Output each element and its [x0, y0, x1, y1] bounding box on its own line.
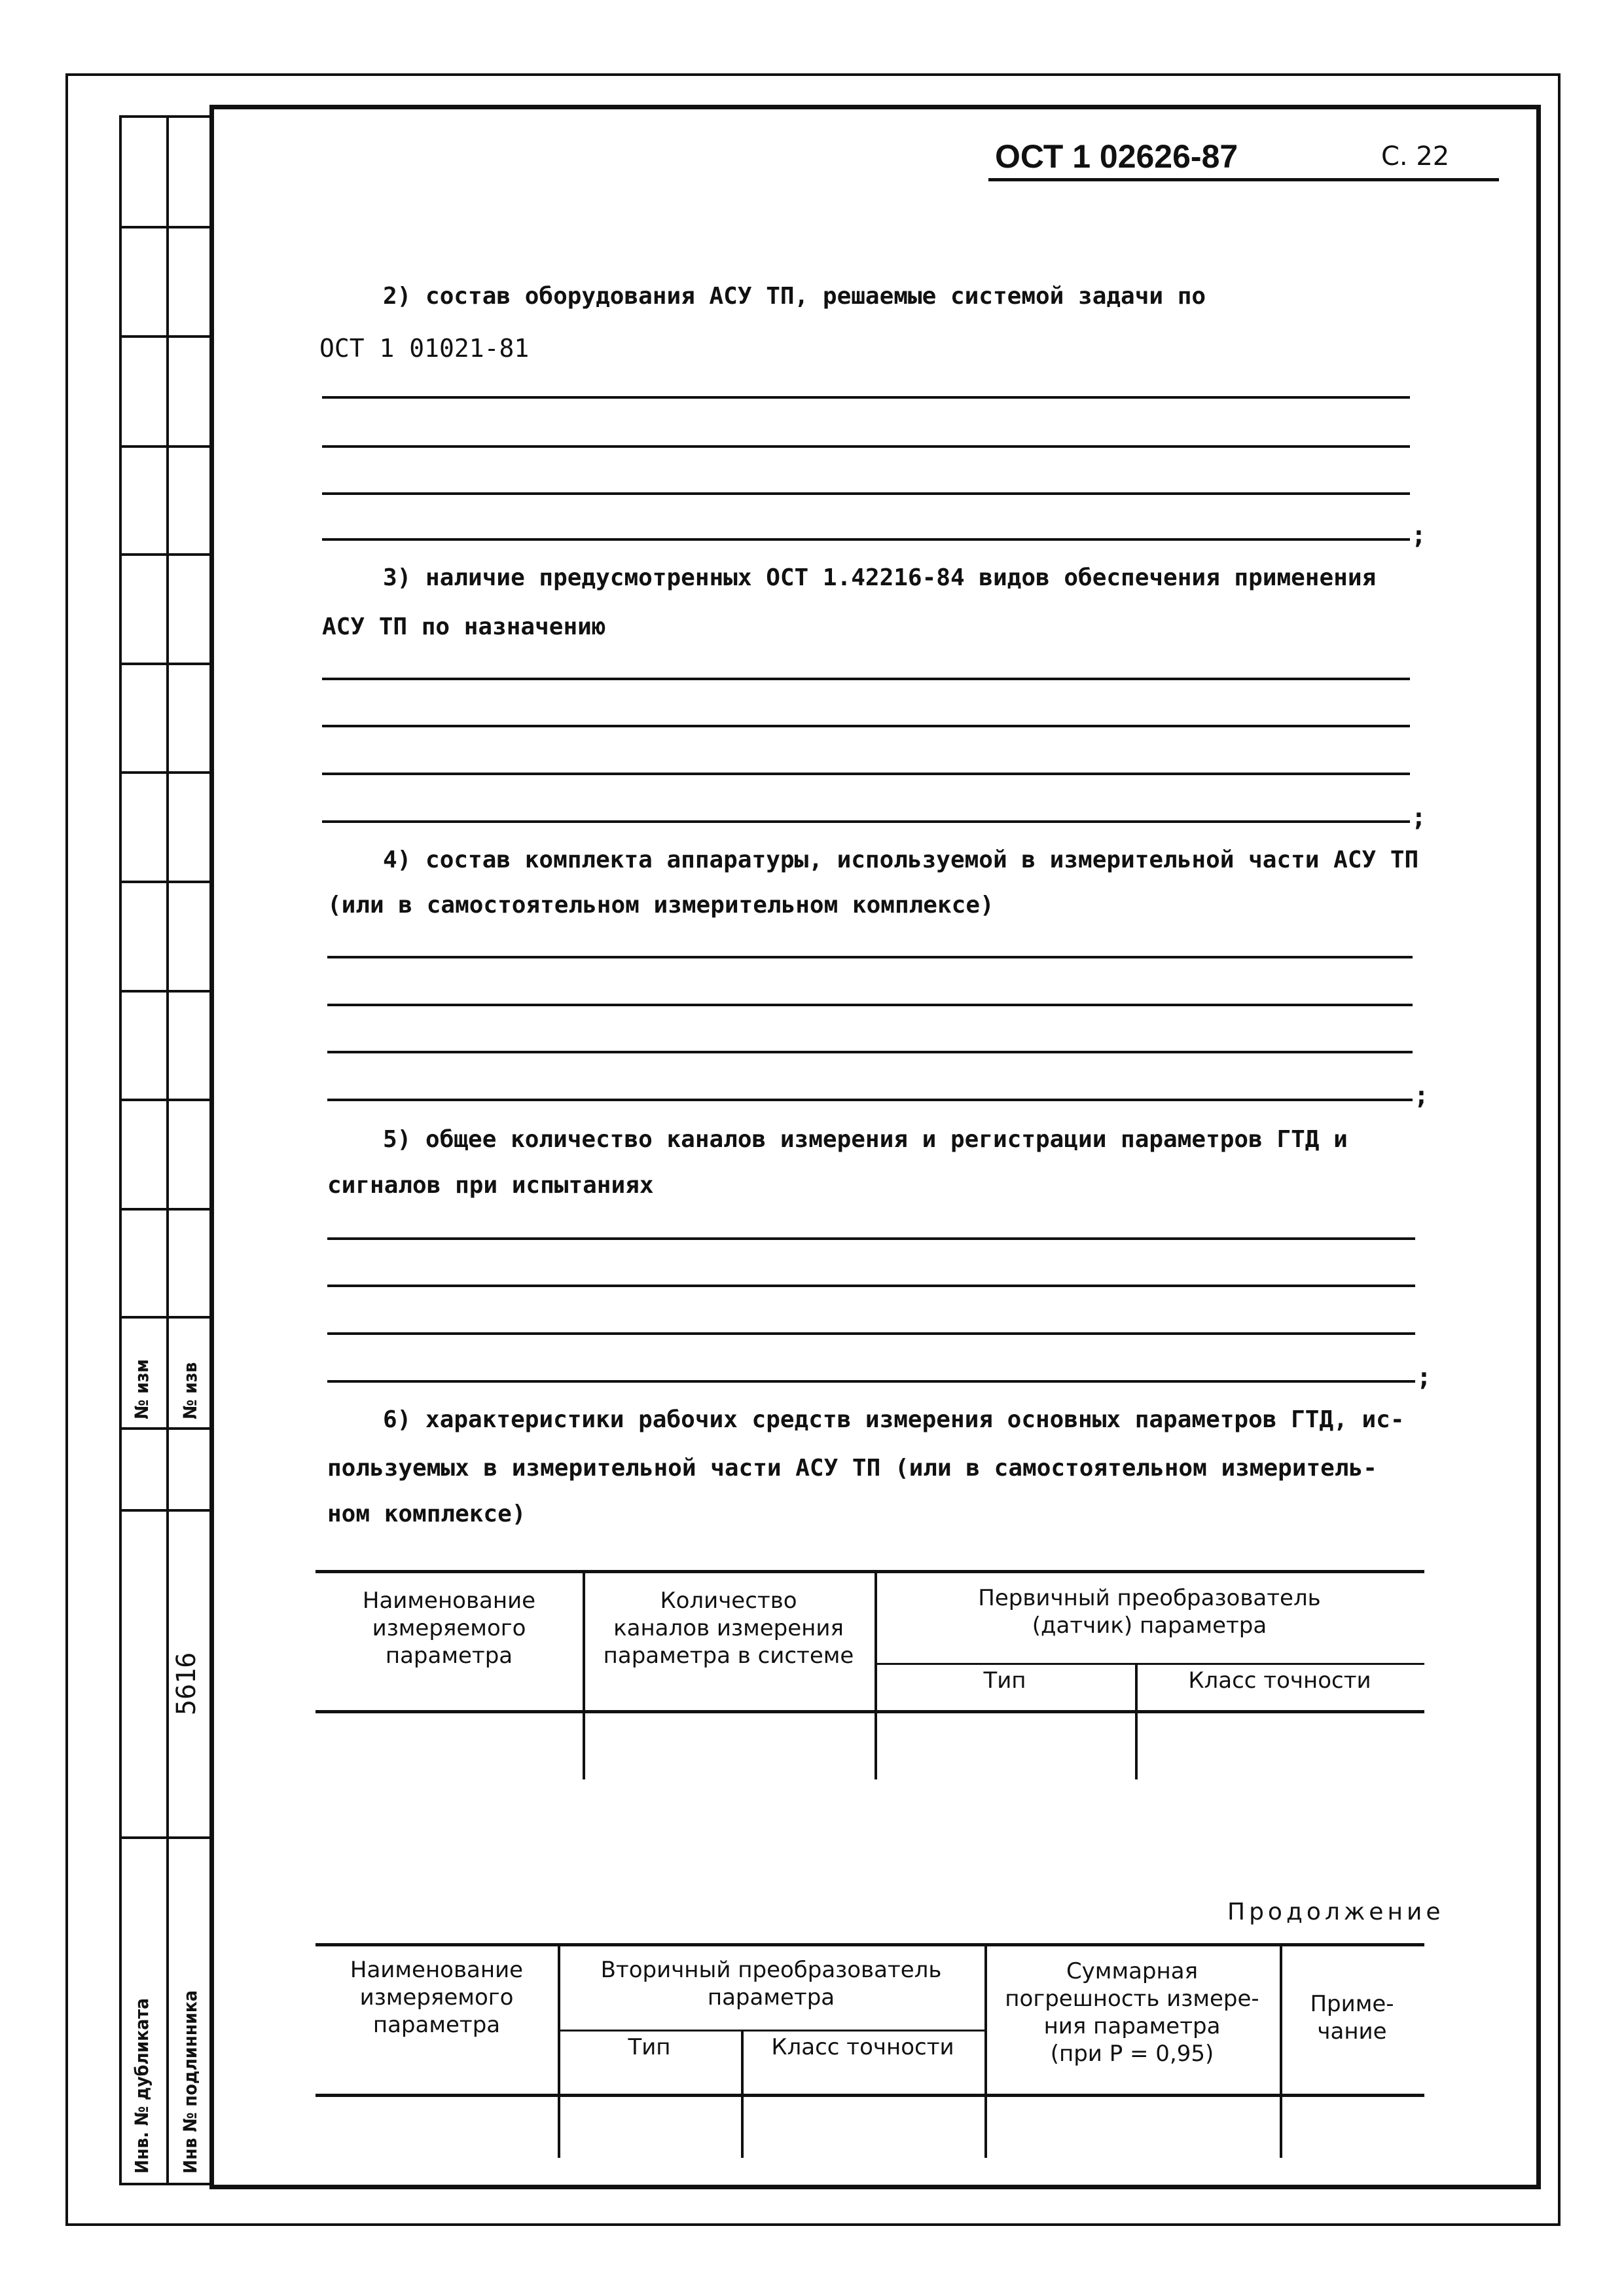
table-rule [316, 1943, 1424, 1946]
t1-header-primary-converter: Первичный преобразователь (датчик) параметра [978, 1585, 1321, 1639]
section-6-line-2: пользуемых в измерительной части АСУ ТП (или в самостоятельном измеритель- [327, 1455, 1377, 1482]
section-5-line-2: сигналов при испытаниях [327, 1172, 654, 1199]
fill-line [327, 956, 1413, 958]
t1-header-type: Тип [983, 1667, 1026, 1694]
strip-rule [119, 226, 211, 228]
document-code: ОСТ 1 02626-87 [995, 138, 1238, 175]
t1-header-channels: Количество каналов измерения параметра в системе [603, 1588, 854, 1669]
header-rule [988, 178, 1499, 181]
t2-header-total-error: Суммарная погрешность измере- ния параметра (при P = 0,95) [1005, 1958, 1259, 2067]
strip-rule [119, 2183, 211, 2185]
t2-header-param: Наименование измеряемого параметра [350, 1957, 524, 2038]
continuation-label: Продолжение [1227, 1899, 1445, 1925]
fill-line [327, 1380, 1415, 1383]
strip-rule [119, 445, 211, 448]
fill-line [327, 1051, 1413, 1053]
section-4-line-2: (или в самостоятельном измерительном комплексе) [327, 892, 994, 919]
section-6-line-3: ном комплексе) [327, 1501, 526, 1527]
section-6-line-1: 6) характеристики рабочих средств измерения основных параметров ГТД, ис- [383, 1406, 1405, 1433]
semicolon: ; [1414, 1081, 1429, 1110]
section-2-line-2: ОСТ 1 01021-81 [319, 334, 530, 363]
strip-border-left [119, 115, 122, 2184]
t2-header-note: Приме- чание [1310, 1991, 1394, 2045]
strip-rule [119, 990, 211, 993]
table-rule [875, 1663, 1424, 1665]
table-rule [316, 2094, 1424, 2097]
section-3-line-2: АСУ ТП по назначению [322, 613, 606, 640]
fill-line [322, 820, 1410, 823]
section-4-line-1: 4) состав комплекта аппаратуры, используемой в измерительной части АСУ ТП [383, 847, 1419, 873]
fill-line [322, 396, 1410, 399]
section-2-line-1: 2) состав оборудования АСУ ТП, решаемые системой задачи по [383, 283, 1206, 310]
strip-label-izv: № изв [179, 1362, 201, 1419]
t2-header-accuracy: Класс точности [771, 2034, 954, 2060]
strip-rule [119, 1316, 211, 1319]
strip-label-podlinnik: Инв № подлинника [179, 1990, 201, 2174]
fill-line [327, 1285, 1415, 1287]
strip-rule [119, 1836, 211, 1839]
t2-header-secondary-converter: Вторичный преобразователь параметра [600, 1957, 942, 2011]
strip-rule [119, 881, 211, 883]
strip-number: 5616 [171, 1652, 202, 1715]
strip-divider [166, 115, 169, 2184]
fill-line [327, 1099, 1413, 1101]
fill-line [322, 538, 1410, 541]
table-divider [1280, 1943, 1282, 2158]
fill-line [327, 1004, 1413, 1006]
fill-line [327, 1332, 1415, 1335]
fill-line [322, 445, 1410, 448]
t1-header-param: Наименование измеряемого параметра [362, 1588, 536, 1669]
semicolon: ; [1411, 803, 1426, 831]
t2-header-type: Тип [628, 2034, 671, 2060]
section-5-line-1: 5) общее количество каналов измерения и регистрации параметров ГТД и [383, 1126, 1348, 1153]
strip-label-izm: № изм [131, 1359, 153, 1419]
strip-rule [119, 663, 211, 665]
strip-rule [119, 1509, 211, 1512]
fill-line [322, 773, 1410, 775]
fill-line [327, 1237, 1415, 1240]
fill-line [322, 725, 1410, 727]
section-3-line-1: 3) наличие предусмотренных ОСТ 1.42216-84 видов обеспечения применения [383, 564, 1377, 591]
fill-line [322, 492, 1410, 495]
strip-label-dublikat: Инв. № дубликата [131, 1998, 153, 2174]
table-rule [558, 2030, 984, 2032]
strip-rule [119, 1208, 211, 1211]
strip-rule [119, 115, 211, 118]
semicolon: ; [1416, 1362, 1432, 1391]
semicolon: ; [1411, 520, 1426, 549]
table-rule [316, 1570, 1424, 1573]
table-rule [316, 1710, 1424, 1713]
strip-rule [119, 335, 211, 338]
strip-rule [119, 553, 211, 556]
fill-line [322, 678, 1410, 680]
strip-rule [119, 771, 211, 774]
strip-rule [119, 1099, 211, 1101]
t1-header-accuracy: Класс точности [1188, 1667, 1371, 1694]
strip-rule [119, 1427, 211, 1430]
page-number: С. 22 [1381, 141, 1450, 172]
